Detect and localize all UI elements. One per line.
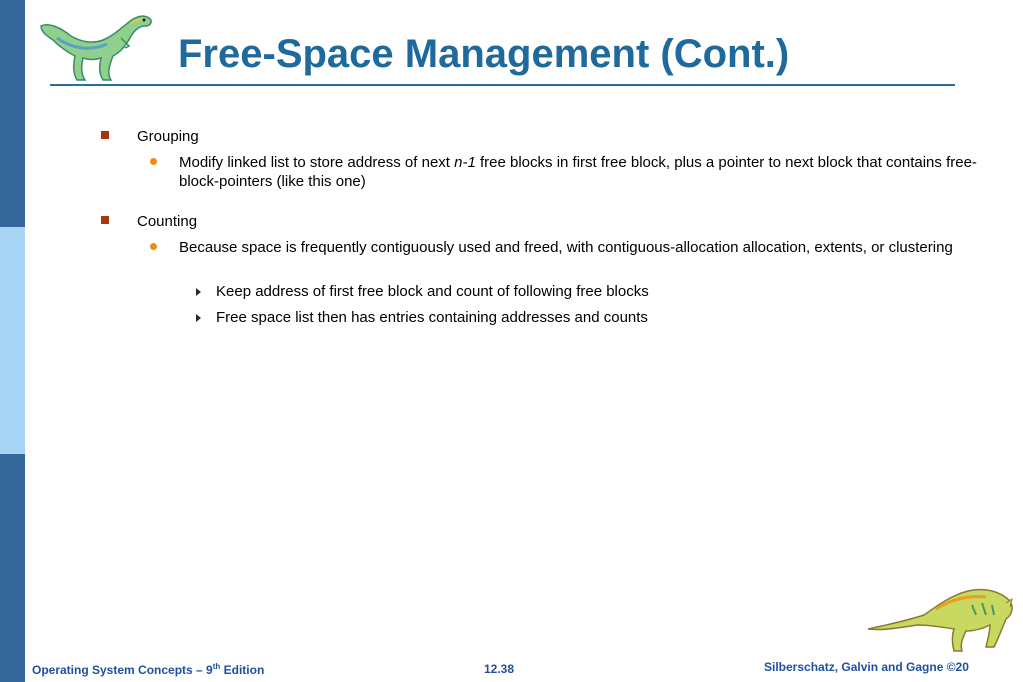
footer-book-name: Operating System Concepts – 9 (32, 663, 213, 677)
footer-slide-number: 12.38 (484, 662, 515, 676)
bullet-grouping-detail (179, 153, 999, 191)
dinosaur-icon (866, 585, 1016, 655)
bullet-grouping: Grouping (137, 128, 199, 145)
dinosaur-icon (37, 8, 155, 84)
sidebar-segment-bottom (0, 454, 25, 682)
grouping-detail-before: Modify linked list to store address of next (179, 154, 455, 171)
footer-edition-suffix: Edition (220, 663, 265, 677)
square-bullet-icon (101, 131, 109, 139)
sidebar-segment-middle (0, 227, 25, 454)
title-divider (50, 84, 955, 86)
bullet-counting-sub-2: Free space list then has entries containing addresses and counts (216, 309, 648, 326)
round-bullet-icon (150, 158, 157, 165)
sidebar-segment-top (0, 0, 25, 227)
square-bullet-icon (101, 216, 109, 224)
footer-authors: Silberschatz, Galvin and Gagne ©20 (764, 660, 969, 674)
grouping-detail-italic: n-1 (454, 154, 476, 171)
triangle-bullet-icon (196, 314, 201, 322)
page-title: Free-Space Management (Cont.) (178, 32, 790, 76)
footer-edition-sup: th (212, 662, 221, 671)
bullet-counting-detail: Because space is frequently contiguously used and freed, with contiguous-allocation allocation, extents, or clustering (179, 239, 953, 256)
bullet-counting-sub-1: Keep address of first free block and count of following free blocks (216, 283, 649, 300)
round-bullet-icon (150, 243, 157, 250)
footer-book-title (32, 662, 264, 677)
bullet-counting: Counting (137, 213, 198, 230)
grouping-detail-after: free blocks in first free block, plus a pointer to next block that contains free-block-pointers (like this one) (179, 154, 977, 190)
triangle-bullet-icon (196, 288, 201, 296)
